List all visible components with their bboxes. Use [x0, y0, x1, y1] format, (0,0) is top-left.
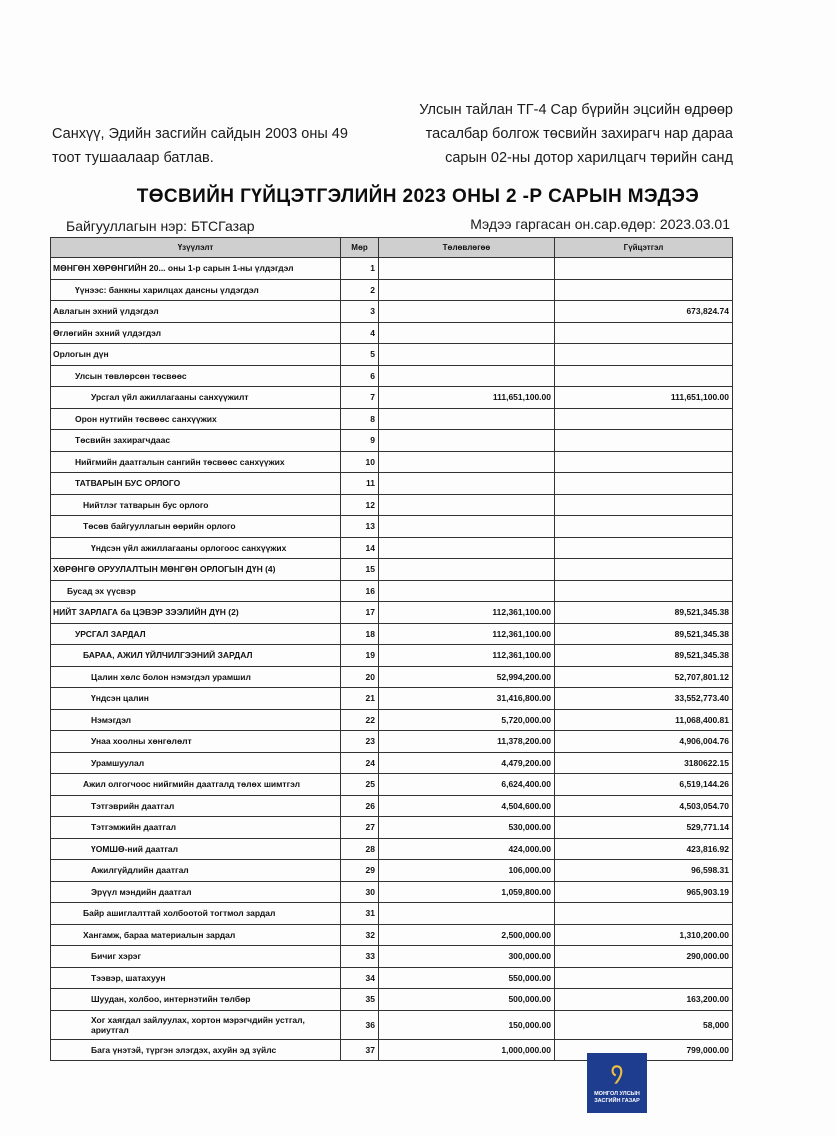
row-label: Үүнээс: банкны харилцах дансны үлдэгдэл: [51, 279, 341, 301]
submission-note: [373, 98, 733, 170]
row-plan: 112,361,100.00: [379, 645, 555, 667]
row-actual: [555, 580, 733, 602]
row-plan: [379, 322, 555, 344]
table-row: [51, 989, 733, 1011]
row-label: Төсөв байгууллагын өөрийн орлого: [51, 516, 341, 538]
row-label: Төсвийн захирагчдаас: [51, 430, 341, 452]
table-header-row: [51, 238, 733, 258]
row-plan: 112,361,100.00: [379, 623, 555, 645]
table-row: [51, 473, 733, 495]
row-actual: [555, 451, 733, 473]
row-actual: 6,519,144.26: [555, 774, 733, 796]
row-label: Орон нутгийн төсвөөс санхүүжих: [51, 408, 341, 430]
row-actual: 33,552,773.40: [555, 688, 733, 710]
row-actual: 965,903.19: [555, 881, 733, 903]
row-plan: [379, 516, 555, 538]
row-number: 17: [341, 602, 379, 624]
table-row: [51, 322, 733, 344]
row-plan: [379, 258, 555, 280]
table-row: [51, 344, 733, 366]
table-row: [51, 258, 733, 280]
row-actual: [555, 537, 733, 559]
row-plan: 1,000,000.00: [379, 1039, 555, 1061]
row-number: 25: [341, 774, 379, 796]
row-label: Нийгмийн даатгалын сангийн төсвөөс санхүүжих: [51, 451, 341, 473]
row-actual: 799,000.00: [555, 1039, 733, 1061]
row-label: Нэмэгдэл: [51, 709, 341, 731]
row-actual: [555, 365, 733, 387]
row-number: 6: [341, 365, 379, 387]
row-plan: [379, 344, 555, 366]
table-row: [51, 408, 733, 430]
column-header-description: Үзүүлэлт: [51, 238, 341, 258]
table-row: [51, 559, 733, 581]
column-header-actual: Гүйцэтгэл: [555, 238, 733, 258]
table-row: [51, 430, 733, 452]
row-plan: 424,000.00: [379, 838, 555, 860]
table-row: [51, 817, 733, 839]
row-number: 20: [341, 666, 379, 688]
row-plan: 550,000.00: [379, 967, 555, 989]
row-label: ҮОМШӨ-ний даатгал: [51, 838, 341, 860]
row-number: 26: [341, 795, 379, 817]
row-plan: [379, 408, 555, 430]
row-label: Өглөгийн эхний үлдэгдэл: [51, 322, 341, 344]
table-row: [51, 279, 733, 301]
row-number: 11: [341, 473, 379, 495]
row-number: 2: [341, 279, 379, 301]
approval-note-line-1: Санхүү, Эдийн засгийн сайдын 2003 оны 49: [52, 126, 348, 142]
row-label: Унаа хоолны хөнгөлөлт: [51, 731, 341, 753]
table-row: [51, 903, 733, 925]
row-plan: 500,000.00: [379, 989, 555, 1011]
row-actual: [555, 258, 733, 280]
soyombo-icon: ᠀: [610, 1057, 624, 1087]
row-plan: 106,000.00: [379, 860, 555, 882]
row-actual: [555, 322, 733, 344]
table-row: [51, 301, 733, 323]
table-row: [51, 924, 733, 946]
row-plan: 530,000.00: [379, 817, 555, 839]
submission-note-line-3: сарын 02-ны дотор харилцагч төрийн санд: [445, 150, 733, 166]
budget-execution-table: [50, 237, 733, 1061]
row-plan: 111,651,100.00: [379, 387, 555, 409]
row-number: 1: [341, 258, 379, 280]
row-plan: 5,720,000.00: [379, 709, 555, 731]
row-label: Үндсэн үйл ажиллагааны орлогоос санхүүжих: [51, 537, 341, 559]
row-number: 13: [341, 516, 379, 538]
row-label: БАРАА, АЖИЛ ҮЙЛЧИЛГЭЭНИЙ ЗАРДАЛ: [51, 645, 341, 667]
submission-note-line-2: тасалбар болгож төсвийн захирагч нар дараа: [425, 126, 733, 142]
row-plan: [379, 580, 555, 602]
row-actual: [555, 516, 733, 538]
row-label: Тээвэр, шатахуун: [51, 967, 341, 989]
row-actual: [555, 967, 733, 989]
row-plan: 52,994,200.00: [379, 666, 555, 688]
row-label: Эрүүл мэндийн даатгал: [51, 881, 341, 903]
row-number: 29: [341, 860, 379, 882]
row-actual: [555, 903, 733, 925]
row-number: 7: [341, 387, 379, 409]
row-actual: 4,503,054.70: [555, 795, 733, 817]
row-plan: 11,378,200.00: [379, 731, 555, 753]
row-label: Тэтгэврийн даатгал: [51, 795, 341, 817]
column-header-plan: Төлөвлөгөө: [379, 238, 555, 258]
row-number: 18: [341, 623, 379, 645]
row-number: 30: [341, 881, 379, 903]
row-label: МӨНГӨН ХӨРӨНГИЙН 20... оны 1-р сарын 1-ны үлдэгдэл: [51, 258, 341, 280]
row-label: УРСГАЛ ЗАРДАЛ: [51, 623, 341, 645]
row-number: 23: [341, 731, 379, 753]
row-number: 19: [341, 645, 379, 667]
table-row: [51, 494, 733, 516]
row-actual: 673,824.74: [555, 301, 733, 323]
row-actual: 89,521,345.38: [555, 623, 733, 645]
row-actual: 11,068,400.81: [555, 709, 733, 731]
row-number: 4: [341, 322, 379, 344]
row-label: Орлогын дүн: [51, 344, 341, 366]
row-plan: 1,059,800.00: [379, 881, 555, 903]
table-row: [51, 387, 733, 409]
row-label: Ажил олгогчоос нийгмийн даатгалд төлөх шимтгэл: [51, 774, 341, 796]
table-row: [51, 365, 733, 387]
row-number: 3: [341, 301, 379, 323]
row-actual: 111,651,100.00: [555, 387, 733, 409]
row-plan: [379, 903, 555, 925]
row-plan: 150,000.00: [379, 1010, 555, 1039]
row-plan: [379, 473, 555, 495]
row-number: 5: [341, 344, 379, 366]
row-actual: 58,000: [555, 1010, 733, 1039]
row-plan: 6,624,400.00: [379, 774, 555, 796]
row-label: Бусад эх үүсвэр: [51, 580, 341, 602]
seal-caption: [587, 1091, 647, 1105]
approval-note-line-2: тоот тушаалаар батлав.: [52, 150, 214, 166]
row-actual: [555, 279, 733, 301]
table-row: [51, 602, 733, 624]
row-actual: [555, 430, 733, 452]
row-label: ХӨРӨНГӨ ОРУУЛАЛТЫН МӨНГӨН ОРЛОГЫН ДҮН (4): [51, 559, 341, 581]
table-row: [51, 537, 733, 559]
row-label: Хангамж, бараа материалын зардал: [51, 924, 341, 946]
row-number: 9: [341, 430, 379, 452]
row-actual: 290,000.00: [555, 946, 733, 968]
row-number: 31: [341, 903, 379, 925]
row-actual: 96,598.31: [555, 860, 733, 882]
row-actual: 3180622.15: [555, 752, 733, 774]
seal-caption-line-2: ЗАСГИЙН ГАЗАР: [594, 1098, 640, 1104]
row-label: Цалин хөлс болон нэмэгдэл урамшил: [51, 666, 341, 688]
table-row: [51, 688, 733, 710]
row-actual: 89,521,345.38: [555, 602, 733, 624]
row-plan: 2,500,000.00: [379, 924, 555, 946]
row-number: 15: [341, 559, 379, 581]
row-actual: [555, 473, 733, 495]
row-number: 16: [341, 580, 379, 602]
organization-name: Байгууллагын нэр: БТСГазар: [66, 218, 255, 234]
report-date: Мэдээ гаргасан он.сар.өдөр: 2023.03.01: [470, 216, 730, 232]
approval-note: [52, 122, 382, 170]
row-label: ТАТВАРЫН БУС ОРЛОГО: [51, 473, 341, 495]
column-header-row-number: Мөр: [341, 238, 379, 258]
row-actual: 163,200.00: [555, 989, 733, 1011]
row-number: 32: [341, 924, 379, 946]
table-row: [51, 451, 733, 473]
row-label: Урамшуулал: [51, 752, 341, 774]
row-number: 37: [341, 1039, 379, 1061]
table-row: [51, 881, 733, 903]
table-row: [51, 645, 733, 667]
table-row: [51, 623, 733, 645]
row-number: 36: [341, 1010, 379, 1039]
row-plan: [379, 301, 555, 323]
row-number: 14: [341, 537, 379, 559]
row-number: 27: [341, 817, 379, 839]
row-actual: 4,906,004.76: [555, 731, 733, 753]
government-seal: [587, 1053, 647, 1113]
row-plan: [379, 365, 555, 387]
table-row: [51, 709, 733, 731]
row-label: Шуудан, холбоо, интернэтийн төлбөр: [51, 989, 341, 1011]
row-number: 8: [341, 408, 379, 430]
row-actual: 529,771.14: [555, 817, 733, 839]
row-actual: [555, 494, 733, 516]
row-label: Бага үнэтэй, түргэн элэгдэх, ахуйн эд зүйлс: [51, 1039, 341, 1061]
row-label: НИЙТ ЗАРЛАГА ба ЦЭВЭР ЗЭЭЛИЙН ДҮН (2): [51, 602, 341, 624]
row-number: 28: [341, 838, 379, 860]
row-number: 35: [341, 989, 379, 1011]
submission-note-line-1: Улсын тайлан ТГ-4 Сар бүрийн эцсийн өдрөөр: [419, 102, 733, 118]
table-row: [51, 946, 733, 968]
row-number: 34: [341, 967, 379, 989]
row-label: Авлагын эхний үлдэгдэл: [51, 301, 341, 323]
row-actual: [555, 559, 733, 581]
row-label: Нийтлэг татварын бус орлого: [51, 494, 341, 516]
row-actual: 423,816.92: [555, 838, 733, 860]
row-plan: 300,000.00: [379, 946, 555, 968]
row-plan: [379, 279, 555, 301]
row-actual: 52,707,801.12: [555, 666, 733, 688]
row-label: Хог хаягдал зайлуулах, хортон мэрэгчдийн устгал, ариутгал: [51, 1010, 341, 1039]
row-plan: 31,416,800.00: [379, 688, 555, 710]
row-number: 10: [341, 451, 379, 473]
table-row: [51, 1010, 733, 1039]
row-plan: [379, 430, 555, 452]
row-label: Бичиг хэрэг: [51, 946, 341, 968]
row-number: 33: [341, 946, 379, 968]
row-plan: [379, 537, 555, 559]
row-actual: 1,310,200.00: [555, 924, 733, 946]
row-label: Улсын төвлөрсөн төсвөөс: [51, 365, 341, 387]
row-plan: [379, 494, 555, 516]
table-row: [51, 795, 733, 817]
table-row: [51, 967, 733, 989]
table-row: [51, 580, 733, 602]
row-label: Урсгал үйл ажиллагааны санхүүжилт: [51, 387, 341, 409]
seal-caption-line-1: МОНГОЛ УЛСЫН: [594, 1091, 640, 1097]
row-actual: [555, 408, 733, 430]
table-row: [51, 731, 733, 753]
row-plan: 112,361,100.00: [379, 602, 555, 624]
table-row: [51, 666, 733, 688]
row-label: Тэтгэмжийн даатгал: [51, 817, 341, 839]
table-row: [51, 752, 733, 774]
row-number: 21: [341, 688, 379, 710]
row-label: Ажилгүйдлийн даатгал: [51, 860, 341, 882]
row-number: 22: [341, 709, 379, 731]
row-plan: 4,504,600.00: [379, 795, 555, 817]
table-row: [51, 860, 733, 882]
row-actual: 89,521,345.38: [555, 645, 733, 667]
report-title: ТӨСВИЙН ГҮЙЦЭТГЭЛИЙН 2023 ОНЫ 2 -Р САРЫН МЭДЭЭ: [136, 186, 700, 207]
table-row: [51, 774, 733, 796]
row-number: 12: [341, 494, 379, 516]
row-plan: [379, 451, 555, 473]
row-plan: [379, 559, 555, 581]
table-row: [51, 516, 733, 538]
row-label: Байр ашиглалттай холбоотой тогтмол зардал: [51, 903, 341, 925]
table-row: [51, 838, 733, 860]
row-label: Үндсэн цалин: [51, 688, 341, 710]
row-number: 24: [341, 752, 379, 774]
row-plan: 4,479,200.00: [379, 752, 555, 774]
row-actual: [555, 344, 733, 366]
